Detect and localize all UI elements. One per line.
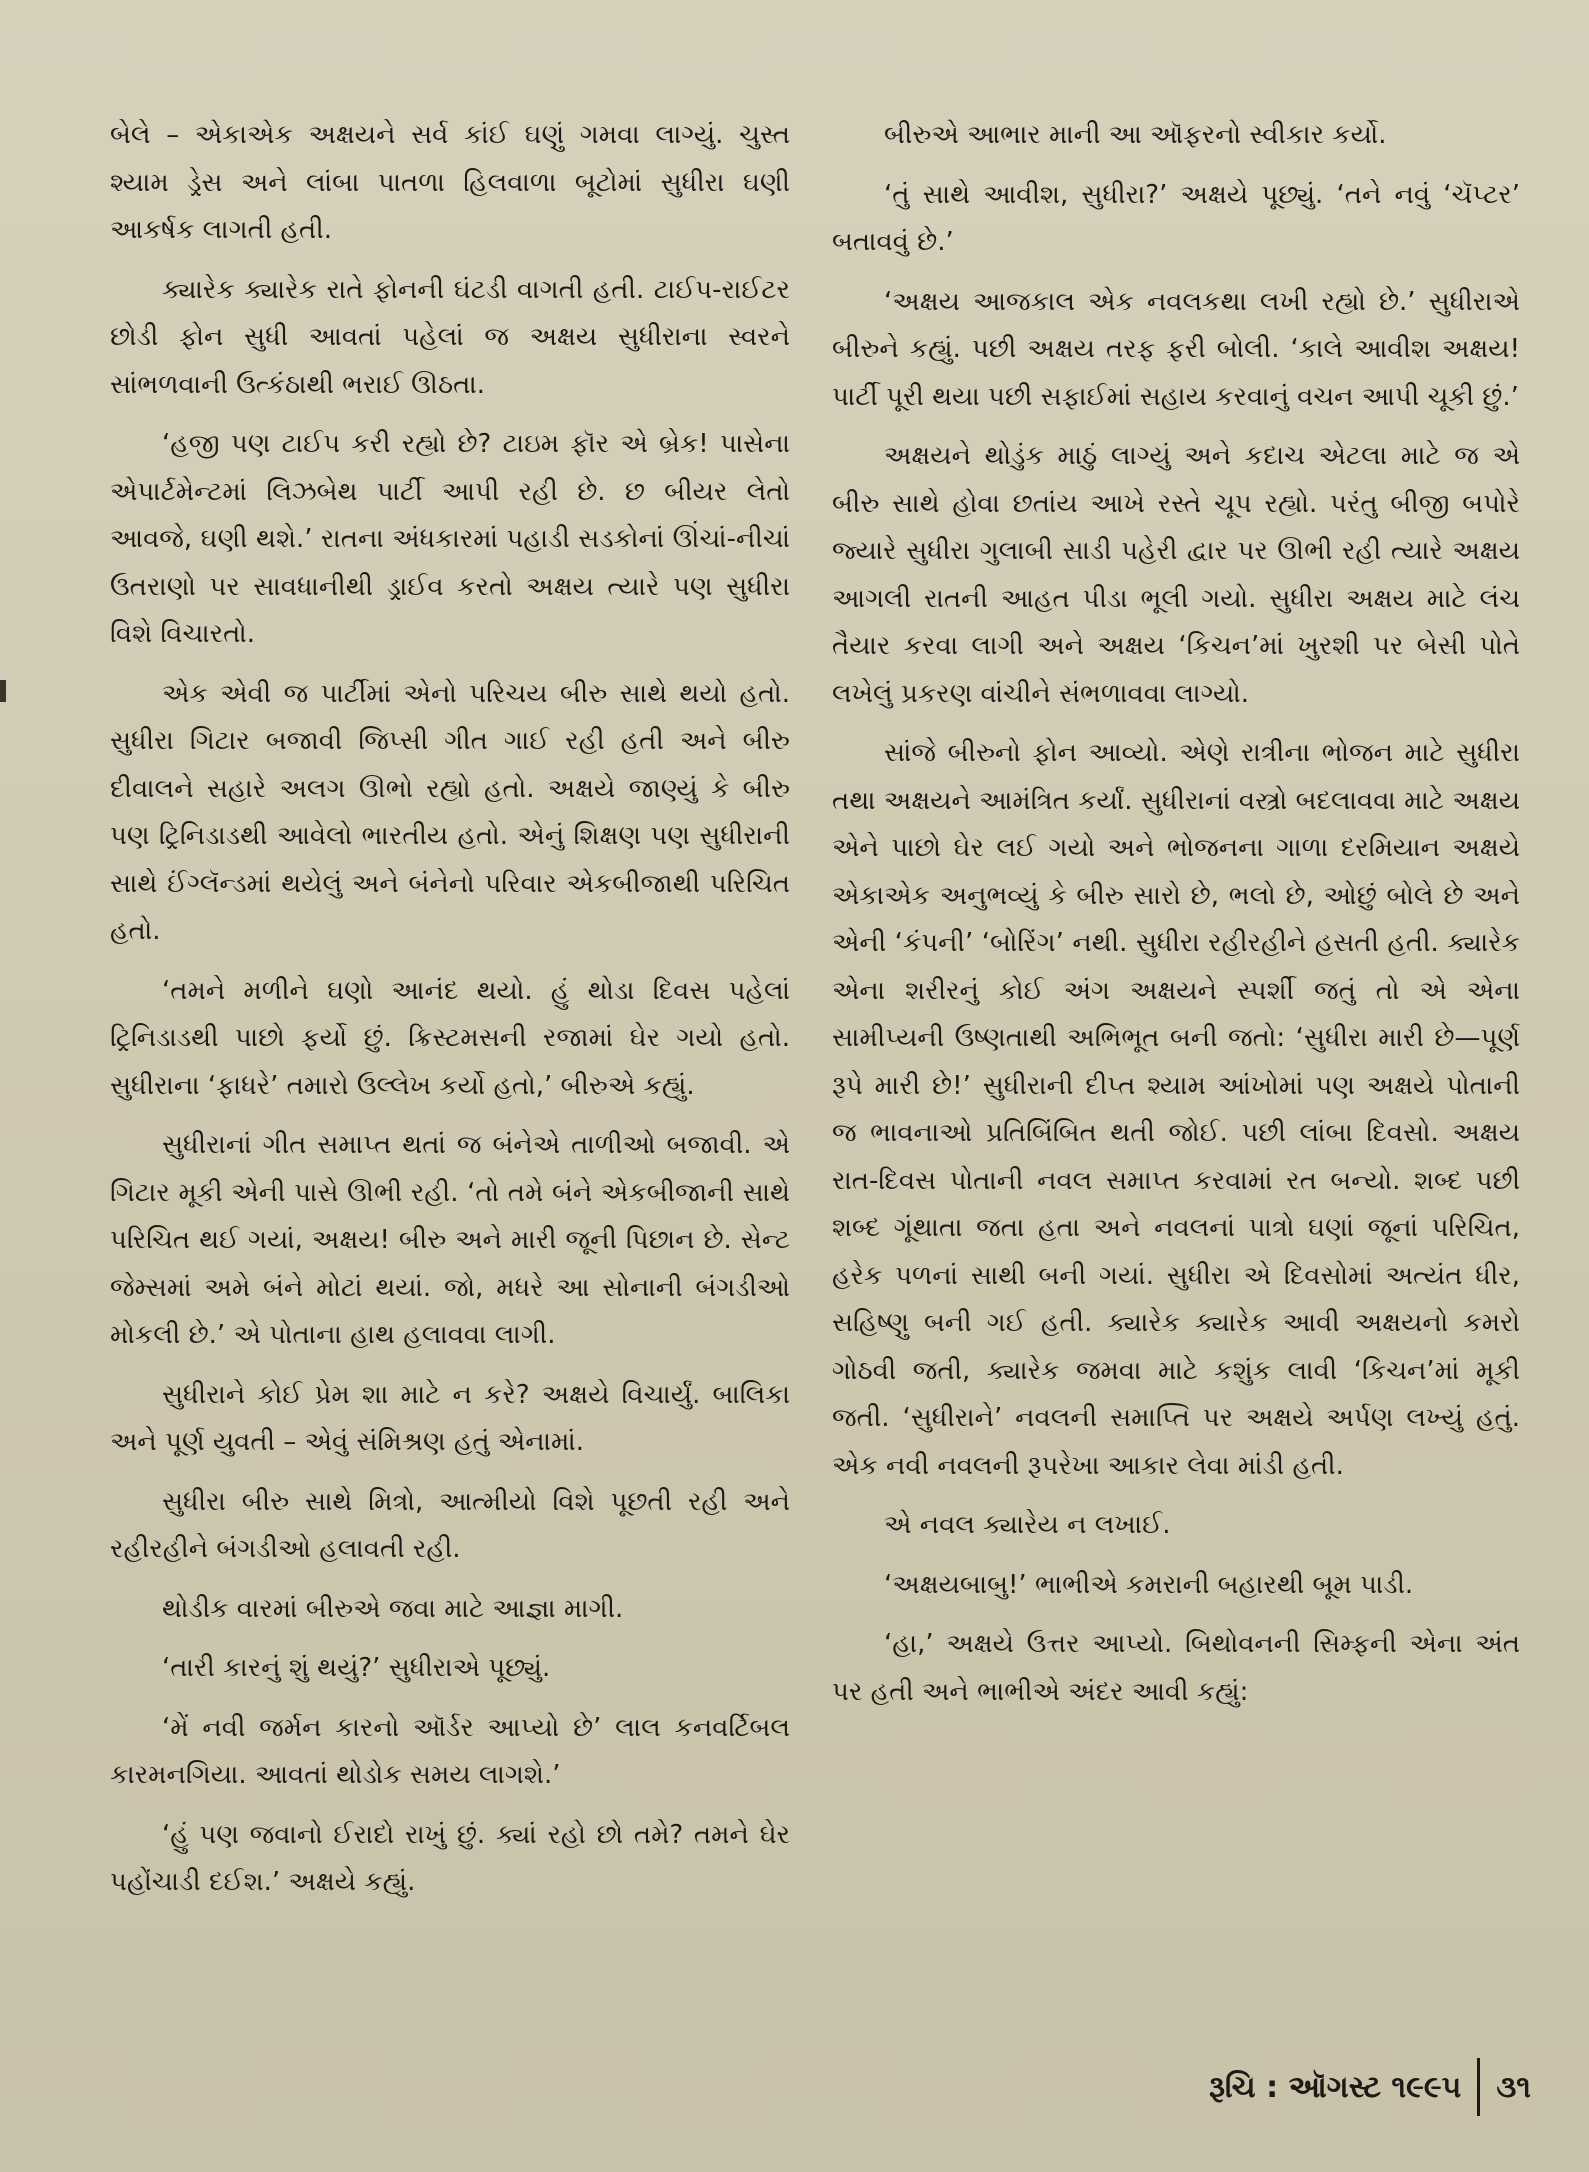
paragraph: બેલે – એકાએક અક્ષયને સર્વ કાંઈ ઘણું ગમવા લાગ્યું. ચુસ્ત શ્યામ ડ્રેસ અને લાંબા પાતળા હિલવાળા બૂટોમાં સુધીરા ઘણી આકર્ષક લાગતી હતી. bbox=[110, 120, 790, 245]
paragraph: ‘હા,’ અક્ષયે ઉત્તર આપ્યો. બિથોવનની સિમ્ફની એના અંત પર હતી અને ભાભીએ અંદર આવી કહ્યું: bbox=[832, 1629, 1520, 1707]
paragraph: બીરુએ આભાર માની આ ઑફરનો સ્વીકાર કર્યો. bbox=[884, 120, 1387, 150]
paragraph: સુધીરા બીરુ સાથે મિત્રો, આત્મીયો વિશે પૂછતી રહી અને રહીરહીને બંગડીઓ હલાવતી રહી. bbox=[110, 1486, 790, 1564]
paragraph: ‘હજી પણ ટાઈપ કરી રહ્યો છે? ટાઇમ ફૉર એ બ્રેક! પાસેના એપાર્ટમેન્ટમાં લિઝબેથ પાર્ટી આપી રહી છે. છ બીયર લેતો આવજે, ઘણી થશે.’ રાતના અંધકારમાં પહાડી સડકોનાં ઊંચાં-નીચાં ઉતરાણો પર સાવધાનીથી ડ્રાઈવ કરતો અક્ષય ત્યારે પણ સુધીરા વિશે વિચારતો. bbox=[110, 429, 790, 649]
paragraph: થોડીક વારમાં બીરુએ જવા માટે આજ્ઞા માગી. bbox=[162, 1593, 624, 1624]
paragraph: ‘તું સાથે આવીશ, સુધીરા?’ અક્ષયે પૂછ્યું. ‘તને નવું ‘ચૅપ્ટર’ બતાવવું છે.’ bbox=[832, 179, 1520, 257]
paragraph: સુધીરાનાં ગીત સમાપ્ત થતાં જ બંનેએ તાળીઓ બજાવી. એ ગિટાર મૂકી એની પાસે ઊભી રહી. ‘તો તમે બંને એકબીજાની સાથે પરિચિત થઈ ગયાં, અક્ષય! બીરુ અને મારી જૂની પિછાન છે. સેન્ટ જેમ્સમાં અમે બંને મોટાં થયાં. જો, મધરે આ સોનાની બંગડીઓ મોકલી છે.’ એ પોતાના હાથ હલાવવા લાગી. bbox=[110, 1130, 790, 1350]
page-number: ૩૧ bbox=[1496, 2069, 1531, 2105]
paragraph: ‘તમને મળીને ઘણો આનંદ થયો. હું થોડા દિવસ પહેલાં ટ્રિનિડાડથી પાછો ફર્યો છું. ક્રિસ્ટમસની રજામાં ઘેર ગયો હતો. સુધીરાના ‘ફાધરે’ તમારો ઉલ્લેખ કર્યો હતો,’ બીરુએ કહ્યું. bbox=[110, 975, 790, 1101]
paragraph: સુધીરાને કોઈ પ્રેમ શા માટે ન કરે? અક્ષયે વિચાર્યું. બાલિકા અને પૂર્ણ યુવતી – એવું સંમિશ્રણ હતું એનામાં. bbox=[110, 1379, 790, 1457]
paragraph: ‘અક્ષયબાબુ!’ ભાભીએ કમરાની બહારથી બૂમ પાડી. bbox=[884, 1569, 1414, 1600]
paragraph: એક એવી જ પાર્ટીમાં એનો પરિચય બીરુ સાથે થયો હતો. સુધીરા ગિટાર બજાવી જિપ્સી ગીત ગાઈ રહી હતી અને બીરુ દીવાલને સહારે અલગ ઊભો રહ્યો હતો. અક્ષયે જાણ્યું કે બીરુ પણ ટ્રિનિડાડથી આવેલો ભારતીય હતો. એનું શિક્ષણ પણ સુધીરાની સાથે ઈંગ્લૅન્ડમાં થયેલું અને બંનેનો પરિવાર એકબીજાથી પરિચિત હતો. bbox=[110, 678, 790, 946]
paragraph: એ નવલ ક્યારેય ન લખાઈ. bbox=[884, 1510, 1171, 1540]
footer-divider bbox=[1477, 2058, 1480, 2116]
magazine-issue: રૂચિ : ઑગસ્ટ ૧૯૯૫ bbox=[1208, 2069, 1462, 2105]
paragraph: ક્યારેક ક્યારેક રાતે ફોનની ઘંટડી વાગતી હતી. ટાઈપ-રાઈટર છોડી ફોન સુધી આવતાં પહેલાં જ અક્ષય સુધીરાના સ્વરને સાંભળવાની ઉત્કંઠાથી ભરાઈ ઊઠતા. bbox=[110, 274, 790, 400]
paragraph: અક્ષયને થોડુંક માઠું લાગ્યું અને કદાચ એટલા માટે જ એ બીરુ સાથે હોવા છતાંય આખે રસ્તે ચૂપ રહ્યો. પરંતુ બીજી બપોરે જ્યારે સુધીરા ગુલાબી સાડી પહેરી દ્વાર પર ઊભી રહી ત્યારે અક્ષય આગલી રાતની આહત પીડા ભૂલી ગયો. સુધીરા અક્ષય માટે લંચ તૈયાર કરવા લાગી અને અક્ષય ‘કિચન’માં ખુરશી પર બેસી પોતે લખેલું પ્રકરણ વાંચીને સંભળાવવા લાગ્યો. bbox=[832, 441, 1520, 709]
paragraph: ‘મેં નવી જર્મન કારનો ઑર્ડર આપ્યો છે’ લાલ કનવર્ટિબલ કારમનગિયા. આવતાં થોડોક સમય લાગશે.’ bbox=[110, 1712, 790, 1790]
paragraph: ‘હું પણ જવાનો ઈરાદો રાખું છું. ક્યાં રહો છો તમે? તમને ઘેર પહોંચાડી દઈશ.’ અક્ષયે કહ્યું. bbox=[110, 1819, 790, 1897]
paragraph: ‘તારી કારનું શું થયું?’ સુધીરાએ પૂછ્યું. bbox=[162, 1653, 551, 1683]
right-column bbox=[832, 112, 1520, 1728]
page-footer bbox=[1209, 2058, 1531, 2116]
paragraph: સાંજે બીરુનો ફોન આવ્યો. એણે રાત્રીના ભોજન માટે સુધીરા તથા અક્ષયને આમંત્રિત કર્યાં. સુધીરાનાં વસ્ત્રો બદલાવવા માટે અક્ષય એને પાછો ઘેર લઈ ગયો અને ભોજનના ગાળા દરમિયાન અક્ષયે એકાએક અનુભવ્યું કે બીરુ સારો છે, ભલો છે, ઓછું બોલે છે અને એની ‘કંપની’ ‘બોરિંગ’ નથી. સુધીરા રહીરહીને હસતી હતી. ક્યારેક એના શરીરનું કોઈ અંગ અક્ષયને સ્પર્શી જતું તો એ એના સામીપ્યની ઉષ્ણતાથી અભિભૂત બની જતો: ‘સુધીરા મારી છે—પૂર્ણ રૂપે મારી છે!’ સુધીરાની દીપ્ત શ્યામ આંખોમાં પણ અક્ષયે પોતાની જ ભાવનાઓ પ્રતિબિંબિત થતી જોઈ. પછી લાંબા દિવસો. અક્ષય રાત-દિવસ પોતાની નવલ સમાપ્ત કરવામાં રત બન્યો. શબ્દ પછી શબ્દ ગૂંથાતા જતા હતા અને નવલનાં પાત્રો ઘણાં જૂનાં પરિચિત, હરેક પળનાં સાથી બની ગયાં. સુધીરા એ દિવસોમાં અત્યંત ધીર, સહિષ્ણુ બની ગઈ હતી. ક્યારેક ક્યારેક આવી અક્ષયનો કમરો ગોઠવી જતી, ક્યારેક જમવા માટે કશુંક લાવી ‘કિચન’માં મૂકી જતી. ‘સુધીરાને’ નવલની સમાપ્તિ પર અક્ષયે અર્પણ લખ્યું હતું. એક નવી નવલની રૂપરેખા આકાર લેવા માંડી હતી. bbox=[832, 738, 1521, 1481]
paragraph: ‘અક્ષય આજકાલ એક નવલકથા લખી રહ્યો છે.’ સુધીરાએ બીરુને કહ્યું. પછી અક્ષય તરફ ફરી બોલી. ‘કાલે આવીશ અક્ષય! પાર્ટી પૂરી થયા પછી સફાઈમાં સહાય કરવાનું વચન આપી ચૂકી છું.’ bbox=[832, 286, 1520, 412]
left-column bbox=[110, 112, 790, 1919]
page-edge-mark bbox=[0, 680, 6, 702]
